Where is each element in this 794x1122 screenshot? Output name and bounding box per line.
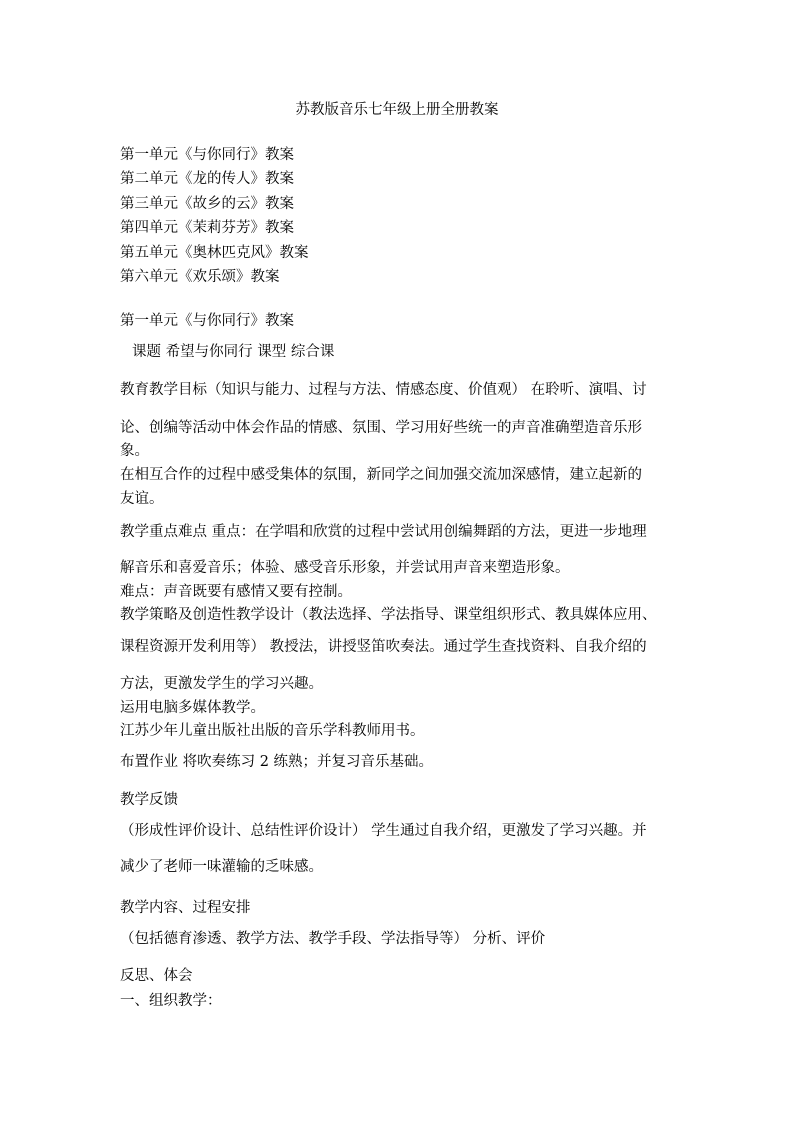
- goals-line-3: 象。: [120, 443, 149, 459]
- toc-item-6: 第六单元《欢乐颂》教案: [120, 269, 280, 285]
- strategy-line-3: 方法，更激发学生的学习兴趣。: [120, 676, 323, 692]
- keypoints-line-1: 教学重点难点 重点：在学唱和欣赏的过程中尝试用创编舞蹈的方法，更进一步地理: [120, 524, 647, 540]
- reference-line: 江苏少年儿童出版社出版的音乐学科教师用书。: [120, 723, 425, 739]
- feedback-heading: 教学反馈: [120, 792, 178, 808]
- toc-item-1: 第一单元《与你同行》教案: [120, 147, 294, 163]
- feedback-line-2: 减少了老师一味灌输的乏味感。: [120, 859, 323, 875]
- goals-line-4: 在相互合作的过程中感受集体的氛围，新同学之间加强交流加深感情，建立起新的: [120, 467, 642, 483]
- document-title: 苏教版音乐七年级上册全册教案: [295, 102, 499, 118]
- difficulty-line: 难点：声音既要有感情又要有控制。: [120, 584, 352, 600]
- toc-item-4: 第四单元《茉莉芬芳》教案: [120, 220, 294, 236]
- toc-item-5: 第五单元《奥林匹克风》教案: [120, 245, 309, 261]
- strategy-line-1: 教学策略及创造性教学设计（教法选择、学法指导、课堂组织形式、教具媒体应用、: [120, 607, 657, 623]
- feedback-line-1: （形成性评价设计、总结性评价设计） 学生通过自我介绍，更激发了学习兴趣。并: [120, 823, 647, 839]
- goals-line-1: 教育教学目标（知识与能力、过程与方法、情感态度、价值观） 在聆听、演唱、讨: [120, 382, 647, 398]
- content-heading: 教学内容、过程安排: [120, 900, 251, 916]
- step-1-heading: 一、组织教学：: [120, 993, 222, 1009]
- keypoints-line-2: 解音乐和喜爱音乐；体验、感受音乐形象，并尝试用声音来塑造形象。: [120, 560, 570, 576]
- unit-heading: 第一单元《与你同行》教案: [120, 313, 294, 329]
- reflection-heading: 反思、体会: [120, 968, 193, 984]
- lesson-info: 课题 希望与你同行 课型 综合课: [132, 344, 335, 360]
- strategy-line-2: 课程资源开发利用等） 教授法，讲授竖笛吹奏法。通过学生查找资料、自我介绍的: [120, 639, 647, 655]
- goals-line-2: 论、创编等活动中体会作品的情感、氛围、学习用好些统一的声音准确塑造音乐形: [120, 420, 642, 436]
- content-subheading: （包括德育渗透、教学方法、教学手段、学法指导等） 分析、评价: [120, 931, 546, 947]
- homework-line: 布置作业 将吹奏练习 2 练熟；并复习音乐基础。: [120, 754, 434, 770]
- media-line: 运用电脑多媒体教学。: [120, 700, 265, 716]
- toc-item-2: 第二单元《龙的传人》教案: [120, 171, 294, 187]
- goals-line-5: 友谊。: [120, 491, 164, 507]
- toc-item-3: 第三单元《故乡的云》教案: [120, 196, 294, 212]
